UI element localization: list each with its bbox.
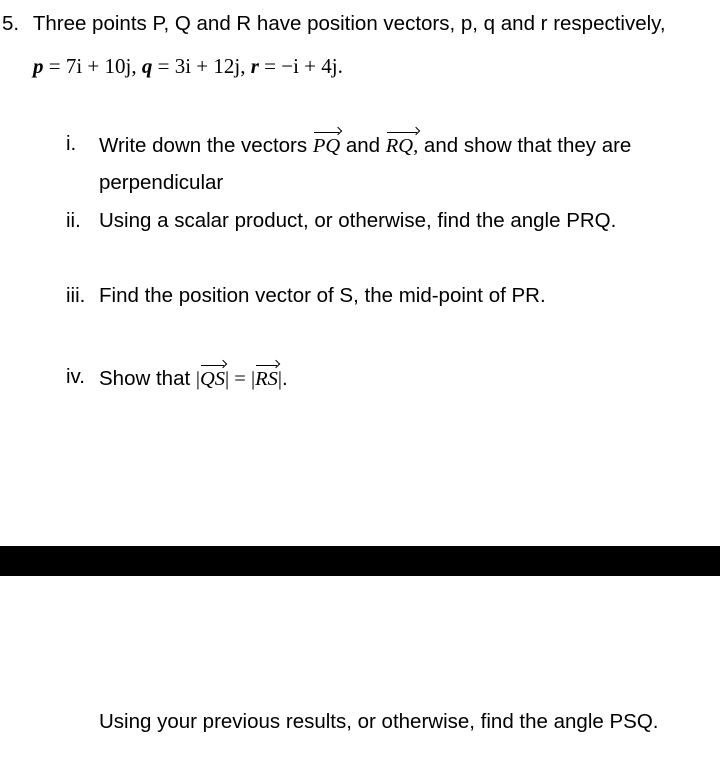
part-i-continuation: perpendicular xyxy=(99,171,224,194)
part-ii xyxy=(66,209,617,233)
vector-q-expression: = 3i + 12j, xyxy=(152,54,251,78)
part-iv-text-a: Show that xyxy=(99,367,196,390)
part-iv xyxy=(66,365,288,390)
question-line xyxy=(2,12,666,36)
part-iii xyxy=(66,284,546,308)
part-iv-end: . xyxy=(281,367,288,390)
vector-p-symbol: p xyxy=(33,54,44,78)
part-i-label: i. xyxy=(66,132,77,155)
part-iii-label: iii. xyxy=(66,284,86,307)
vector-r-symbol: r xyxy=(250,54,259,78)
question-number: 5. xyxy=(2,12,20,35)
position-vectors xyxy=(33,54,343,78)
vector-rs: RS xyxy=(255,365,278,391)
part-ii-text: Using a scalar product, or otherwise, find the angle PRQ. xyxy=(99,209,617,232)
part-i-text xyxy=(99,132,631,158)
vector-r-expression: = −i + 4j. xyxy=(258,54,343,78)
part-iv-label: iv. xyxy=(66,365,85,388)
part-i-text-b: and xyxy=(340,134,386,157)
part-iii-text: Find the position vector of S, the mid-point of PR. xyxy=(99,284,546,307)
vector-rq: RQ, xyxy=(386,132,418,158)
part-i-text-a: Write down the vectors xyxy=(99,134,313,157)
equals-sign: = xyxy=(229,368,251,390)
part-i xyxy=(66,132,632,157)
question-intro: Three points P, Q and R have position vectors, p, q and r respectively, xyxy=(32,12,666,35)
part-iv-text: Show that |QS| = |RS|. xyxy=(99,367,288,390)
redaction-bar xyxy=(0,546,720,576)
followup-question: Using your previous results, or otherwise, find the angle PSQ. xyxy=(99,710,659,733)
part-ii-label: ii. xyxy=(66,209,81,232)
part-i-text-c: and show that they are xyxy=(418,134,632,157)
vector-q-symbol: q xyxy=(141,54,153,78)
vector-p-expression: = 7i + 10j, xyxy=(43,54,142,78)
vector-qs: QS xyxy=(200,365,225,391)
vector-pq: PQ xyxy=(313,132,340,158)
